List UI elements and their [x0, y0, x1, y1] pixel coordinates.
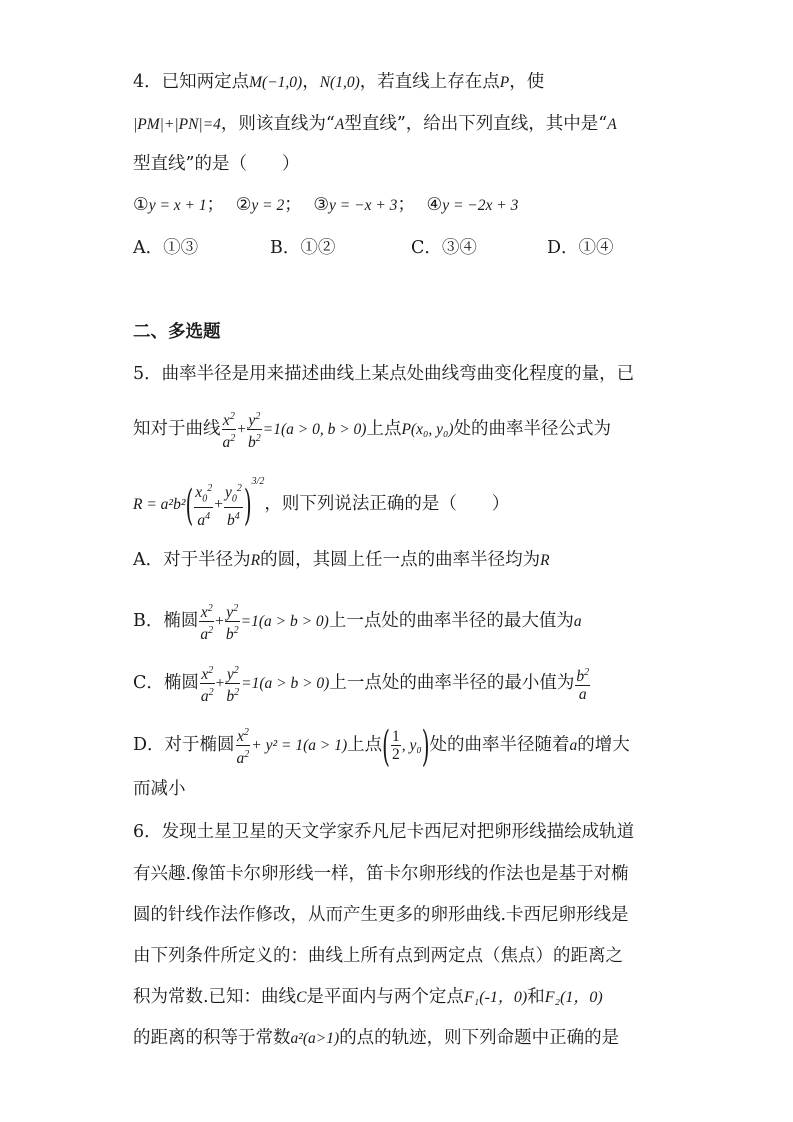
q4-option-d: D．①④ [547, 238, 614, 258]
point-m: M(−1,0) [249, 74, 303, 91]
q5-option-b: B．椭圆 $\frac{x^2}{a^2}$ + $\frac{y^2}{b^2}$ =1(a > b > 0)上一点处的曲率半径的最大值为a [133, 600, 582, 643]
point-n: N(1,0) [319, 74, 360, 91]
q4-item: ③y = −x + 3； [313, 195, 415, 215]
q6-line1: 6．发现土星卫星的天文学家乔凡尼卡西尼对把卵形线描绘成轨道 [133, 822, 635, 842]
q4-option-a: A．①③ [133, 238, 199, 258]
q6-line6: 的距离的积等于常数a²(a>1)的点的轨迹，则下列命题中正确的是 [133, 1028, 620, 1048]
condition: |PM|+|PN|=4 [133, 116, 221, 133]
q6-line2: 有兴趣.像笛卡尔卵形线一样，笛卡尔卵形线的作法也是基于对椭 [133, 864, 629, 884]
q4-line3: 型直线”的是（ ） [133, 154, 300, 174]
q5-line1: 5．曲率半径是用来描述曲线上某点处曲线弯曲变化程度的量，已 [133, 364, 635, 384]
q4-option-b: B．①② [270, 238, 336, 258]
q5-option-d: D．对于椭圆 $\frac{x^2}{a^2}$ + y² = 1(a > 1)上点( $\frac{1}{2}$ , y₀)处的曲率半径随着a的增大 [133, 720, 630, 771]
q4-line1: 4．已知两定点M(−1,0)，N(1,0)，若直线上存在点P，使 [133, 72, 545, 92]
fraction-y2-b2: $\frac{y^2}{b^2}$ [247, 408, 262, 451]
q6-line4: 由下列条件所定义的：曲线上所有点到两定点（焦点）的距离之 [133, 946, 623, 966]
fraction-x2-a2: $\frac{x^2}{a^2}$ [222, 408, 237, 451]
q4-item: ①y = x + 1； [133, 195, 225, 215]
q5-formula-line: R = a²b²( $\frac{x_0^2}{a^4}$ + $\frac{y_0^2}{b^4}$ )$^{3/2}$，则下列说法正确的是（ ） [133, 476, 510, 530]
q4-line2: |PM|+|PN|=4，则该直线为“A型直线”，给出下列直线，其中是“A [133, 114, 617, 134]
q5-line2: 知对于曲线 $\frac{x^2}{a^2}$ + $\frac{y^2}{b^2}$ =1(a > 0, b > 0)上点P(x₀, y₀)处的曲率半径公式为 [133, 408, 611, 451]
q4-option-c: C．③④ [411, 238, 477, 258]
section-heading: 二、多选题 [133, 322, 221, 342]
q4-items [133, 193, 518, 218]
q6-line3: 圆的针线作法作修改，从而产生更多的卵形曲线.卡西尼卵形线是 [133, 905, 629, 925]
q4-item: ④y = −2x + 3 [426, 195, 519, 215]
q5-option-d-cont: 而减小 [133, 779, 186, 799]
q4-item: ②y = 2； [235, 195, 302, 215]
fraction-b2-a: $\frac{b^2}{a}$ [575, 664, 590, 703]
point-p: P [499, 74, 510, 91]
q6-line5: 积为常数.已知：曲线C是平面内与两个定点F₁(-1，0)和F₂(1，0) [133, 987, 603, 1007]
q5-option-c: C．椭圆 $\frac{x^2}{a^2}$ + $\frac{y^2}{b^2}$ =1(a > b > 0)上一点处的曲率半径的最小值为 $\frac{b^2}{a}$ [133, 662, 591, 705]
q5-option-a: A．对于半径为R的圆，其圆上任一点的曲率半径均为R [133, 550, 550, 570]
exponent: 3/2 [251, 476, 265, 488]
curvature-formula: R = a²b² [133, 496, 186, 514]
